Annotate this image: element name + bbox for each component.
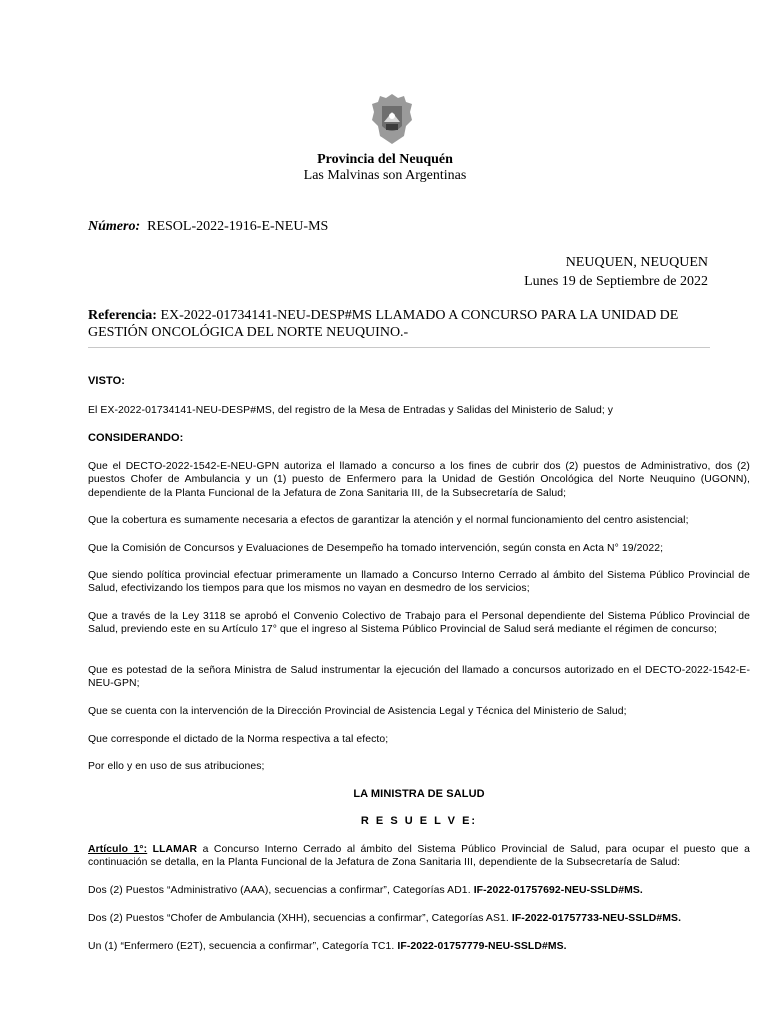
resuelve-heading: R E S U E L V E: [360, 815, 478, 827]
considerando-paragraph: Que la cobertura es sumamente necesaria a efectos de garantizar la atención y el normal funcionamiento del centro asistencial; [88, 515, 689, 526]
visto-heading: VISTO: [88, 375, 126, 387]
resolution-number [88, 219, 328, 235]
puesto-ref: IF-2022-01757692-NEU-SSLD#MS. [473, 885, 643, 896]
puesto-text: Dos (2) Puestos “Chofer de Ambulancia (XHH), secuencias a confirmar”, Categorías AS1. [88, 913, 509, 924]
articulo-1-text: a Concurso Interno Cerrado al ámbito del Sistema Público Provincial de Salud, para ocupar el puesto que a continuación se detalla, en la Planta Funcional de la Jefatura de Zona Sanitaria III, dependiente de la Subsecretaría de Salud: [88, 844, 750, 869]
reference-text: EX-2022-01734141-NEU-DESP#MS LLAMADO A CONCURSO PARA LA UNIDAD DE GESTIÓN ONCOLÓGICA DEL NORTE NEUQUINO.- [88, 308, 679, 340]
considerando-paragraph: Que se cuenta con la intervención de la Dirección Provincial de Asistencia Legal y Técnica del Ministerio de Salud; [88, 706, 627, 717]
province-motto: Las Malvinas son Argentinas [303, 168, 467, 183]
considerando-paragraph: Que la Comisión de Concursos y Evaluaciones de Desempeño ha tomado intervención, según consta en Acta N° 19/2022; [88, 543, 664, 554]
authority: LA MINISTRA DE SALUD [353, 788, 485, 800]
puesto-ref: IF-2022-01757779-NEU-SSLD#MS. [397, 941, 567, 952]
puesto-text: Dos (2) Puestos “Administrativo (AAA), secuencias a confirmar”, Categorías AD1. [88, 885, 471, 896]
puesto-item [88, 884, 750, 897]
considerando-paragraph: Por ello y en uso de sus atribuciones; [88, 761, 265, 772]
articulo-1-label: Artículo 1°: [88, 844, 148, 855]
puesto-ref: IF-2022-01757733-NEU-SSLD#MS. [511, 913, 682, 924]
visto-text: El EX-2022-01734141-NEU-DESP#MS, del registro de la Mesa de Entradas y Salidas del Ministerio de Salud; y [88, 405, 614, 416]
puesto-item [88, 940, 750, 953]
articulo-1-verb: LLAMAR [152, 844, 198, 855]
puesto-text: Un (1) “Enfermero (E2T), secuencia a confirmar”, Categoría TC1. [88, 941, 395, 952]
considerando-paragraph: Que corresponde el dictado de la Norma respectiva a tal efecto; [88, 734, 389, 745]
reference-label: Referencia: [88, 308, 157, 323]
place: NEUQUEN, NEUQUEN [565, 255, 708, 270]
date: Lunes 19 de Septiembre de 2022 [524, 274, 708, 289]
considerando-paragraph: Que siendo política provincial efectuar primeramente un llamado a Concurso Interno Cerrado al ámbito del Sistema Público Provincial de Salud, efectivizando los tiempos para que los mismos no vayan en desmedro de los servicios; [88, 570, 750, 595]
province-title: Provincia del Neuquén [317, 152, 453, 167]
considerando-paragraph: Que a través de la Ley 3118 se aprobó el Convenio Colectivo de Trabajo para el Personal dependiente del Sistema Público Provincial de Salud, previendo este en su Artículo 17° que el ingreso al Sistema Público Provincial de Salud será mediante el régimen de concurso; [88, 611, 750, 636]
articulo-1 [88, 843, 750, 870]
puesto-item [88, 912, 750, 925]
considerando-paragraph: Que es potestad de la señora Ministra de Salud instrumentar la ejecución del llamado a concursos autorizado en el DECTO-2022-1542-E-NEU-GPN; [88, 665, 750, 690]
considerando-heading: CONSIDERANDO: [88, 432, 184, 444]
reference [88, 307, 708, 341]
divider [88, 347, 710, 348]
considerando-paragraph: Que el DECTO-2022-1542-E-NEU-GPN autoriza el llamado a concurso a los fines de cubrir dos (2) puestos de Administrativo, dos (2) puestos Chofer de Ambulancia y un (1) puesto de Enfermero para la Unidad de Gestión Oncológica del Norte Neuquino (UGONN), dependiente de la Planta Funcional de la Jefatura de Zona Sanitaria III, de la Subsecretaría de Salud; [88, 461, 750, 499]
number-value: RESOL-2022-1916-E-NEU-MS [147, 219, 329, 234]
province-crest-icon [368, 92, 416, 146]
number-label: Número: [88, 219, 141, 234]
